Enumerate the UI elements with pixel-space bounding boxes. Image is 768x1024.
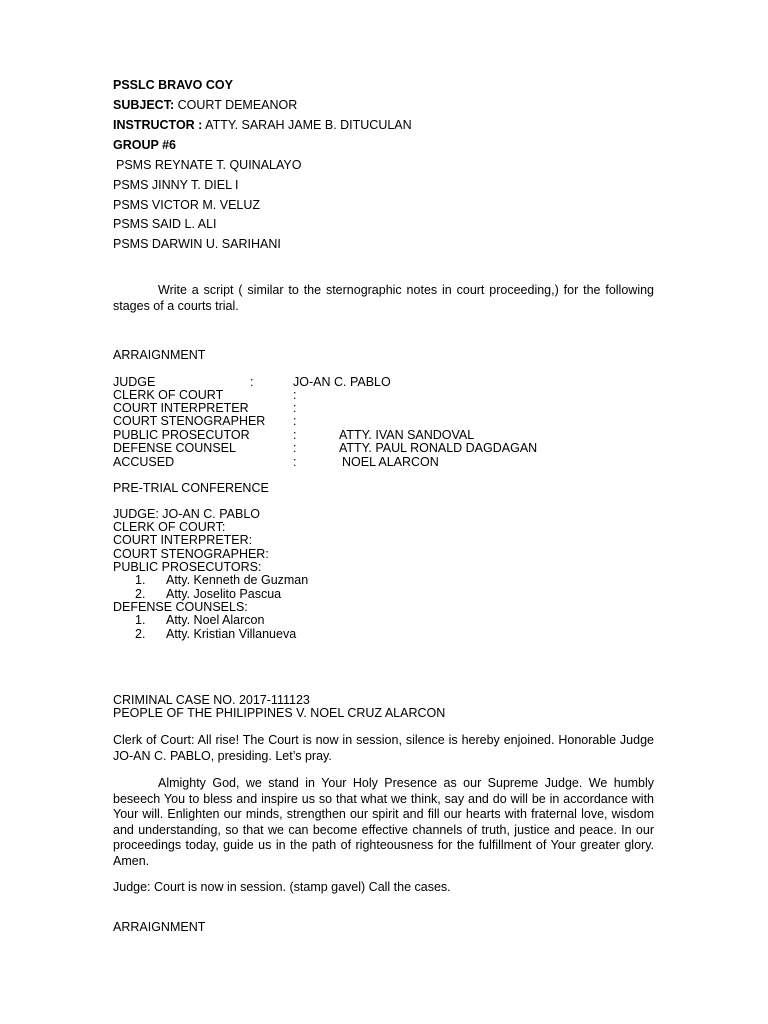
pretrial-stenographer: COURT STENOGRAPHER: bbox=[113, 547, 269, 561]
instructor-label: INSTRUCTOR : bbox=[113, 118, 203, 132]
arraignment-heading-2: ARRAIGNMENT bbox=[113, 920, 206, 934]
role-colon: : bbox=[293, 441, 297, 455]
role-value: NOEL ALARCON bbox=[342, 455, 439, 469]
subject-label: SUBJECT: bbox=[113, 98, 175, 112]
role-colon: : bbox=[250, 375, 254, 389]
role-value: ATTY. PAUL RONALD DAGDAGAN bbox=[339, 441, 538, 455]
instructor-line bbox=[113, 118, 412, 132]
case-number: CRIMINAL CASE NO. 2017-111123 bbox=[113, 693, 310, 707]
arraignment-heading: ARRAIGNMENT bbox=[113, 348, 206, 362]
role-colon: : bbox=[293, 428, 297, 442]
member-item: PSMS SAID L. ALI bbox=[113, 217, 217, 231]
role-label: JUDGE bbox=[113, 375, 156, 389]
list-number: 2. bbox=[135, 587, 146, 601]
role-colon: : bbox=[293, 414, 297, 428]
member-item: PSMS JINNY T. DIEL I bbox=[113, 178, 239, 192]
list-number: 1. bbox=[135, 573, 146, 587]
role-label: COURT STENOGRAPHER bbox=[113, 414, 266, 428]
role-label: PUBLIC PROSECUTOR bbox=[113, 428, 250, 442]
list-number: 1. bbox=[135, 613, 146, 627]
role-colon: : bbox=[293, 455, 297, 469]
pretrial-judge: JUDGE: JO-AN C. PABLO bbox=[113, 507, 261, 521]
group-label: GROUP #6 bbox=[113, 138, 176, 152]
role-label: COURT INTERPRETER bbox=[113, 401, 249, 415]
role-label: ACCUSED bbox=[113, 455, 175, 469]
role-value: JO-AN C. PABLO bbox=[293, 375, 391, 389]
prosecutor-name: Atty. Kenneth de Guzman bbox=[166, 573, 309, 587]
pretrial-clerk: CLERK OF COURT: bbox=[113, 520, 226, 534]
role-label: DEFENSE COUNSEL bbox=[113, 441, 236, 455]
instructor-value: ATTY. SARAH JAME B. DITUCULAN bbox=[205, 118, 412, 132]
instructions-paragraph: Write a script ( similar to the sternographic notes in court proceeding,) for the following stages of a courts trial. bbox=[113, 283, 654, 313]
role-value: ATTY. IVAN SANDOVAL bbox=[339, 428, 475, 442]
unit-title: PSSLC BRAVO COY bbox=[113, 78, 233, 92]
role-colon: : bbox=[293, 401, 297, 415]
role-colon: : bbox=[293, 388, 297, 402]
member-item: PSMS REYNATE T. QUINALAYO bbox=[116, 158, 302, 172]
prosecutors-label: PUBLIC PROSECUTORS: bbox=[113, 560, 262, 574]
subject-value: COURT DEMEANOR bbox=[177, 98, 298, 112]
case-title: PEOPLE OF THE PHILIPPINES V. NOEL CRUZ ALARCON bbox=[113, 706, 446, 720]
clerk-statement: Clerk of Court: All rise! The Court is now in session, silence is hereby enjoined. Honorable Judge JO-AN C. PABLO, presiding. Let’s pray. bbox=[113, 733, 654, 763]
defense-label: DEFENSE COUNSELS: bbox=[113, 600, 248, 614]
judge-statement: Judge: Court is now in session. (stamp gavel) Call the cases. bbox=[113, 880, 451, 894]
member-item: PSMS VICTOR M. VELUZ bbox=[113, 198, 261, 212]
list-number: 2. bbox=[135, 627, 146, 641]
defense-name: Atty. Noel Alarcon bbox=[166, 613, 265, 627]
pretrial-interpreter: COURT INTERPRETER: bbox=[113, 533, 253, 547]
prosecutor-name: Atty. Joselito Pascua bbox=[166, 587, 282, 601]
pretrial-heading: PRE-TRIAL CONFERENCE bbox=[113, 481, 269, 495]
role-label: CLERK OF COURT bbox=[113, 388, 224, 402]
defense-name: Atty. Kristian Villanueva bbox=[166, 627, 297, 641]
subject-line bbox=[113, 98, 297, 112]
member-item: PSMS DARWIN U. SARIHANI bbox=[113, 237, 281, 251]
prayer-paragraph: Almighty God, we stand in Your Holy Presence as our Supreme Judge. We humbly beseech You to bless and inspire us so that what we think, say and do will be in accordance with Your will. Enlighten our minds, strengthen our spirit and fill our hearts with fraternal love, wisdom and understanding, so that we can become effective channels of truth, justice and peace. In our proceedings today, guide us in the path of righteousness for the fulfillment of Your greater glory. Amen. bbox=[113, 776, 654, 868]
